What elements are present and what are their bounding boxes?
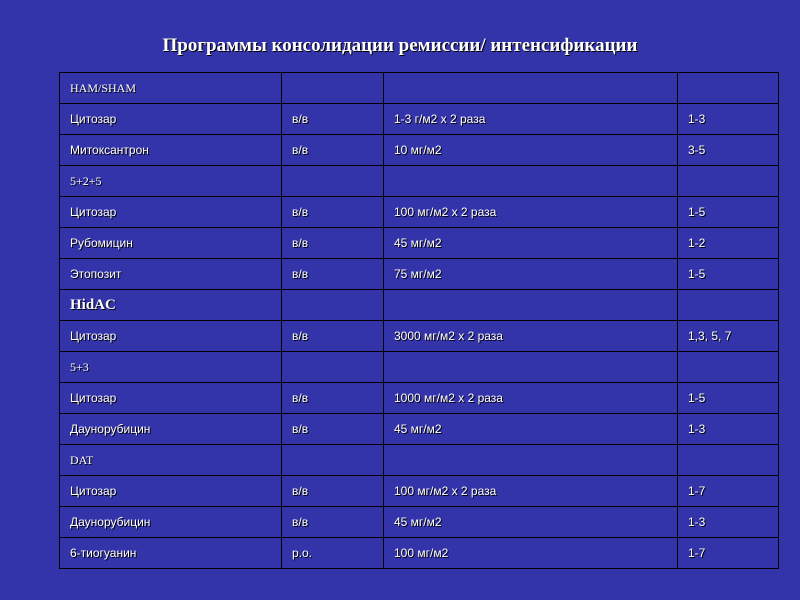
cell-route: в/в: [282, 228, 384, 259]
table-group-row: [60, 445, 779, 476]
cell-name: 5+3: [60, 352, 282, 383]
table-row: [60, 228, 779, 259]
cell-days: 1-7: [678, 476, 779, 507]
cell-name: Цитозар: [60, 383, 282, 414]
cell-days: [678, 352, 779, 383]
cell-days: 1-5: [678, 259, 779, 290]
cell-dose: 45 мг/м2: [384, 228, 678, 259]
cell-days: 1-5: [678, 197, 779, 228]
cell-dose: [384, 166, 678, 197]
table-group-row: [60, 73, 779, 104]
cell-days: 1-3: [678, 104, 779, 135]
table-row: [60, 383, 779, 414]
cell-dose: 45 мг/м2: [384, 414, 678, 445]
cell-name: Митоксантрон: [60, 135, 282, 166]
table-group-row: [60, 290, 779, 321]
cell-route: в/в: [282, 259, 384, 290]
cell-name: Цитозар: [60, 104, 282, 135]
cell-route: в/в: [282, 507, 384, 538]
cell-route: [282, 445, 384, 476]
cell-dose: [384, 73, 678, 104]
cell-name: HidAC: [60, 290, 282, 321]
table-row: [60, 321, 779, 352]
table-row: [60, 414, 779, 445]
cell-days: [678, 73, 779, 104]
cell-name: 5+2+5: [60, 166, 282, 197]
table-group-row: [60, 352, 779, 383]
cell-dose: 3000 мг/м2 х 2 раза: [384, 321, 678, 352]
cell-days: 1-7: [678, 538, 779, 569]
cell-name: 6-тиогуанин: [60, 538, 282, 569]
cell-route: в/в: [282, 321, 384, 352]
table-row: [60, 197, 779, 228]
cell-dose: 1-3 г/м2 х 2 раза: [384, 104, 678, 135]
cell-route: [282, 290, 384, 321]
cell-dose: [384, 445, 678, 476]
cell-route: в/в: [282, 414, 384, 445]
cell-days: 1-2: [678, 228, 779, 259]
cell-route: [282, 352, 384, 383]
table-row: [60, 104, 779, 135]
cell-dose: 100 мг/м2 х 2 раза: [384, 197, 678, 228]
cell-name: Цитозар: [60, 197, 282, 228]
table-body: [60, 73, 779, 569]
cell-name: Рубомицин: [60, 228, 282, 259]
slide-title: Программы консолидации ремиссии/ интенсификации: [162, 35, 638, 56]
cell-dose: 1000 мг/м2 х 2 раза: [384, 383, 678, 414]
table-row: [60, 476, 779, 507]
cell-name: HAM/SHAM: [60, 73, 282, 104]
table-row: [60, 507, 779, 538]
protocol-table: [59, 72, 779, 569]
cell-route: р.о.: [282, 538, 384, 569]
table-row: [60, 259, 779, 290]
cell-days: [678, 166, 779, 197]
cell-name: Даунорубицин: [60, 414, 282, 445]
cell-route: в/в: [282, 476, 384, 507]
cell-days: 3-5: [678, 135, 779, 166]
cell-days: 1-5: [678, 383, 779, 414]
cell-dose: 100 мг/м2: [384, 538, 678, 569]
cell-route: в/в: [282, 197, 384, 228]
cell-route: [282, 73, 384, 104]
cell-days: 1-3: [678, 507, 779, 538]
cell-route: в/в: [282, 104, 384, 135]
cell-dose: [384, 352, 678, 383]
table-row: [60, 538, 779, 569]
cell-dose: 75 мг/м2: [384, 259, 678, 290]
table-row: [60, 135, 779, 166]
cell-route: в/в: [282, 135, 384, 166]
cell-dose: 10 мг/м2: [384, 135, 678, 166]
cell-days: 1,3, 5, 7: [678, 321, 779, 352]
cell-dose: 100 мг/м2 х 2 раза: [384, 476, 678, 507]
table-group-row: [60, 166, 779, 197]
cell-days: 1-3: [678, 414, 779, 445]
cell-name: Цитозар: [60, 476, 282, 507]
cell-days: [678, 290, 779, 321]
cell-name: Этопозит: [60, 259, 282, 290]
protocol-table-container: [59, 72, 778, 569]
cell-name: DAT: [60, 445, 282, 476]
cell-dose: [384, 290, 678, 321]
cell-days: [678, 445, 779, 476]
cell-route: в/в: [282, 383, 384, 414]
cell-name: Цитозар: [60, 321, 282, 352]
cell-dose: 45 мг/м2: [384, 507, 678, 538]
cell-name: Даунорубицин: [60, 507, 282, 538]
cell-route: [282, 166, 384, 197]
